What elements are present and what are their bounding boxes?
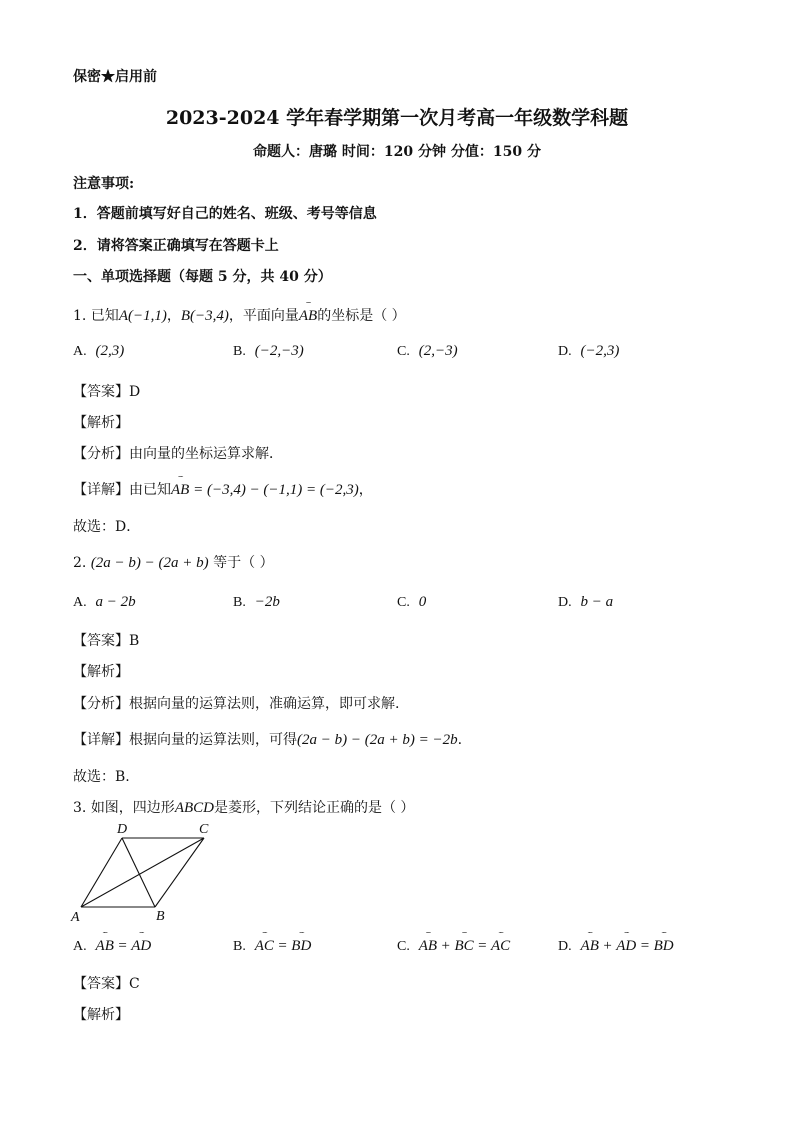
detail-end: ， — [358, 482, 373, 498]
question-3-stem — [73, 797, 414, 817]
q2-answer — [73, 630, 139, 650]
option-letter: A. — [73, 595, 87, 610]
q2-choose — [73, 766, 130, 786]
question-1-stem — [73, 305, 406, 325]
option-letter: C. — [397, 344, 410, 359]
point-b: B(−3,4) — [180, 308, 229, 324]
option-value: (2,−3) — [418, 343, 458, 359]
vector-2: ˇˇˇ BD — [291, 939, 311, 954]
choose-label: 故选： — [73, 769, 115, 785]
notes-item-2: 2．请将答案正确填写在答题卡上 — [73, 238, 279, 254]
vector-1: ˇˇˇ AB — [96, 939, 114, 954]
q2-option-d — [558, 594, 613, 611]
vector-2: ˇˇˇ AD — [131, 939, 151, 954]
option-value: −2b — [254, 594, 280, 610]
question-text: 的坐标是（ ） — [317, 308, 406, 324]
question-text: 是菱形，下列结论正确的是（ ） — [213, 800, 415, 816]
question-text: 如图，四边形 — [90, 800, 175, 816]
detail-text: 根据向量的运算法则，可得 — [129, 732, 297, 748]
diagonal-ac — [81, 838, 204, 907]
vector-1: ˇˇˇ AB — [419, 939, 437, 954]
vector-ab: ˇˇˇ AB — [171, 483, 189, 498]
vector-3: ˇˇˇ BD — [654, 939, 674, 954]
q2-fenxi — [73, 693, 399, 713]
notes-heading: 注意事项: — [73, 176, 135, 192]
q1-answer — [73, 381, 140, 401]
q1-option-c — [397, 343, 458, 360]
q3-option-d: D. ˇˇˇ AB + ˇˇˇ AD = ˇˇˇ BD — [558, 938, 674, 955]
q1-option-d — [558, 343, 619, 360]
option-letter: A. — [73, 344, 87, 359]
shape-name: ABCD — [174, 800, 214, 816]
option-letter: B. — [233, 595, 246, 610]
q2-option-c — [397, 594, 426, 611]
edge-da — [81, 838, 122, 907]
vertex-label-a: A — [71, 910, 80, 925]
vector-2: ˇˇˇ AD — [616, 939, 636, 954]
q2-analysis-label: 【解析】 — [73, 664, 129, 680]
option-letter: C. — [397, 595, 410, 610]
notes-item-1: 1．答题前填写好自己的姓名、班级、考号等信息 — [73, 206, 377, 222]
option-letter: D. — [558, 595, 572, 610]
answer-value: C — [129, 976, 140, 992]
option-value: (−2,−3) — [254, 343, 304, 359]
q1-analysis-label: 【解析】 — [73, 415, 129, 431]
answer-value: B — [129, 633, 140, 649]
q1-option-b — [233, 343, 304, 360]
question-text: 已知 — [90, 308, 119, 324]
q3-option-c: C. ˇˇˇ AB + ˇˇˇ BC = ˇˇˇ AC — [397, 938, 510, 955]
page-subtitle: 命题人：唐璐 时间：120 分钟 分值：150 分 — [253, 144, 541, 160]
operator: + — [441, 938, 450, 954]
operator: = — [278, 938, 287, 954]
question-number: 2. — [73, 555, 87, 571]
q2-option-b — [233, 594, 280, 611]
answer-value: D — [129, 384, 141, 400]
q2-option-a — [73, 594, 136, 611]
option-value: (2,3) — [95, 343, 125, 359]
q3-option-a — [73, 938, 151, 955]
page-title: 2023-2024 学年春学期第一次月考高一年级数学科题 — [165, 107, 629, 129]
fenxi-text: 由向量的坐标运算求解． — [129, 446, 283, 462]
option-letter: D. — [558, 939, 572, 954]
option-letter: B. — [233, 939, 246, 954]
section-title: 一、单项选择题（每题 5 分，共 40 分） — [73, 269, 332, 285]
option-letter: B. — [233, 344, 246, 359]
choose-value: D． — [115, 519, 141, 535]
point-a: A(−1,1) — [118, 308, 167, 324]
vertex-label-c: C — [199, 822, 209, 837]
q3-option-b — [233, 938, 311, 955]
rhombus-figure — [70, 818, 220, 926]
option-letter: C. — [397, 939, 410, 954]
detail-label: 【详解】 — [73, 732, 129, 748]
choose-value: B. — [115, 769, 130, 785]
choose-label: 故选： — [73, 519, 115, 535]
q2-expression: (2a − b) − (2a + b) — [90, 555, 209, 571]
fenxi-text: 根据向量的运算法则，准确运算，即可求解. — [129, 696, 400, 712]
question-text: ，平面向量 — [228, 308, 299, 324]
vector-1: ˇˇˇ AB — [581, 939, 599, 954]
q1-choose — [73, 516, 140, 536]
operator: = — [118, 938, 127, 954]
q1-detail — [73, 479, 373, 499]
vector-1: ˇˇˇ AC — [255, 939, 274, 954]
q1-option-a — [73, 343, 124, 360]
diagonal-bd — [122, 838, 155, 907]
detail-text: 由已知 — [129, 482, 171, 498]
answer-label: 【答案】 — [73, 633, 129, 649]
option-letter: A. — [73, 939, 87, 954]
answer-label: 【答案】 — [73, 976, 129, 992]
fenxi-label: 【分析】 — [73, 446, 129, 462]
question-number: 3. — [73, 800, 87, 816]
vector-3: ˇˇˇ AC — [491, 939, 510, 954]
option-letter: D. — [558, 344, 572, 359]
detail-label: 【详解】 — [73, 482, 129, 498]
option-value: a − 2b — [95, 594, 136, 610]
option-value: (−2,3) — [580, 343, 620, 359]
vertex-label-b: B — [156, 909, 165, 924]
q3-answer — [73, 973, 140, 993]
q2-detail — [73, 729, 462, 749]
option-value: b − a — [580, 594, 614, 610]
option-value: 0 — [418, 594, 427, 610]
fenxi-label: 【分析】 — [73, 696, 129, 712]
q1-fenxi — [73, 443, 283, 463]
question-number: 1. — [73, 308, 87, 324]
confidential-label: 保密★启用前 — [73, 69, 157, 85]
question-text: 等于（ ） — [213, 555, 274, 571]
detail-expression: (2a − b) − (2a + b) = −2b — [297, 732, 458, 748]
vector-ab: ˇˇˇ AB — [299, 309, 317, 324]
q3-analysis-label: 【解析】 — [73, 1007, 129, 1023]
detail-expression: = (−3,4) − (−1,1) = (−2,3) — [189, 482, 359, 498]
question-2-stem — [73, 552, 274, 572]
operator: + — [603, 938, 612, 954]
vector-2: ˇˇˇ BC — [454, 939, 473, 954]
question-text: ， — [166, 308, 181, 324]
detail-end: . — [457, 732, 463, 748]
answer-label: 【答案】 — [73, 384, 129, 400]
edge-bc — [155, 838, 204, 907]
vertex-label-d: D — [117, 822, 128, 837]
